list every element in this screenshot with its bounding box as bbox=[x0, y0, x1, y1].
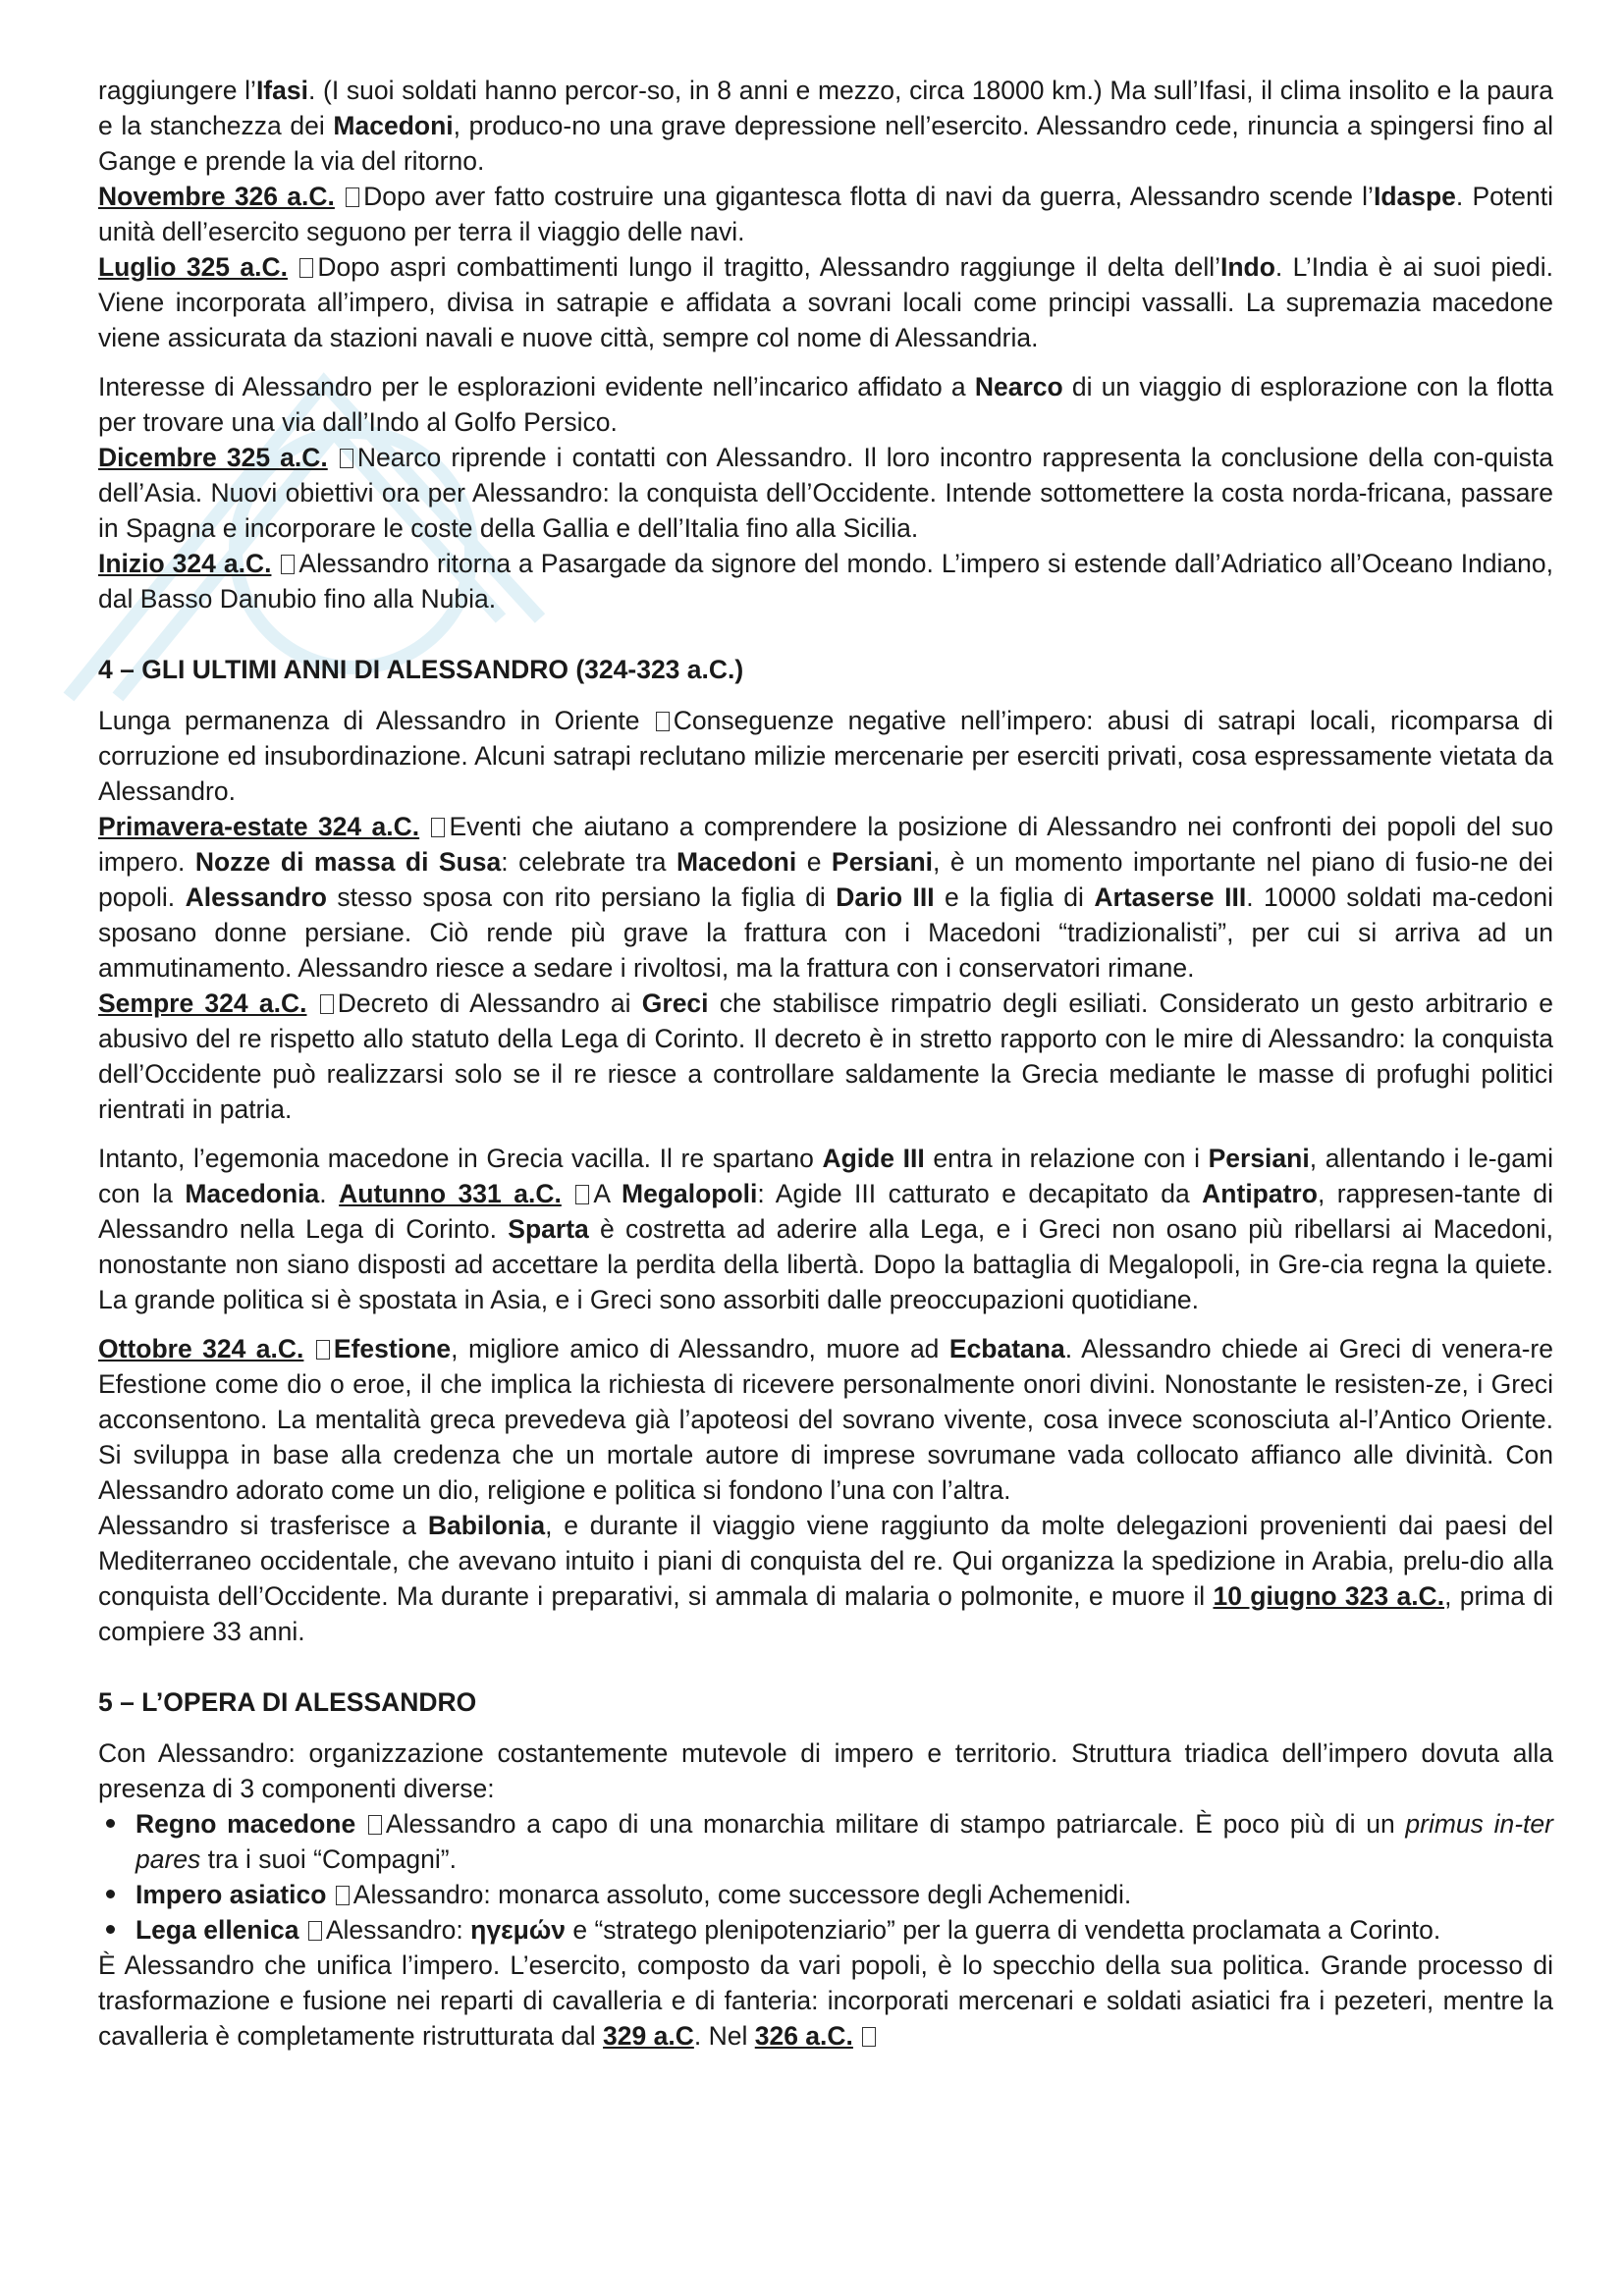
paragraph-dicembre-325: Dicembre 325 a.C. Nearco riprende i contatti con Alessandro. Il loro incontro rappresenta la conclusione della con-quista dell’Asia. Nuovi obiettivi ora per Alessandro: la conquista dell’Occidente. Intende sottomettere la costa norda-fricana, passare in Spagna e incorporare le coste della Gallia e dell’Italia fino alla Sicilia. bbox=[98, 443, 1553, 543]
paragraph-nearco: Interesse di Alessandro per le esplorazioni evidente nell’incarico affidato a Nearco di un viaggio di esplorazione con la flotta per trovare una via dall’Indo al Golfo Persico. bbox=[98, 372, 1553, 437]
paragraph-egemonia: Intanto, l’egemonia macedone in Grecia vacilla. Il re spartano Agide III entra in relazione con i Persiani, allentando i le-gami con la Macedonia. Autunno 331 a.C. A Megalopoli: Agide III catturato e decapitato da Antipatro, rappresen-tante di Alessandro nella Lega di Corinto. Sparta è costretta ad aderire alla Lega, e i Greci non osano più ribellarsi ai Macedoni, nonostante non siano disposti ad accettare la perdita della libertà. Dopo la battaglia di Megalopoli, in Gre-cia regna la quiete. La grande politica si è spostata in Asia, e i Greci sono assorbiti dalle preoccupazioni quotidiane. bbox=[98, 1144, 1554, 1314]
date-label: 329 a.C bbox=[603, 2021, 694, 2051]
arrow-icon bbox=[575, 1185, 589, 1204]
list-item: Impero asiatico Alessandro: monarca assoluto, come successore degli Achemenidi. bbox=[135, 1877, 1553, 1912]
date-label: Sempre 324 a.C. bbox=[98, 988, 307, 1018]
bullet-list bbox=[98, 1806, 1553, 1948]
arrow-icon bbox=[368, 1815, 382, 1835]
arrow-icon bbox=[320, 994, 334, 1014]
paragraph-organizzazione: Con Alessandro: organizzazione costantemente mutevole di impero e territorio. Struttura triadica dell’impero dovuta alla presenza di 3 componenti diverse: bbox=[98, 1738, 1553, 1803]
list-item: Lega ellenica Alessandro: ηγεμών e “stratego plenipotenziario” per la guerra di vendetta proclamata a Corinto. bbox=[135, 1912, 1553, 1948]
arrow-icon bbox=[431, 818, 445, 837]
paragraph-luglio-325: Luglio 325 a.C. Dopo aspri combattimenti lungo il tragitto, Alessandro raggiunge il delta dell’Indo. L’India è ai suoi piedi. Viene incorporata all’impero, divisa in satrapie e affidata a sovrani locali come principi vassalli. La supremazia macedone viene assicurata da stazioni navali e nuove città, sempre col nome di Alessandria. bbox=[98, 252, 1553, 352]
date-label: Novembre 326 a.C. bbox=[98, 182, 335, 211]
section-heading-5: 5 – L’OPERA DI ALESSANDRO bbox=[98, 1687, 477, 1717]
paragraph-babilonia: Alessandro si trasferisce a Babilonia, e durante il viaggio viene raggiunto da molte delegazioni provenienti dai paesi del Mediterraneo occidentale, che avevano intuito i piani di conquista del re. Qui organizza la spedizione in Arabia, prelu-dio alla conquista dell’Occidente. Ma durante i preparativi, si ammala di malaria o polmonite, e muore il 10 giugno 323 a.C., prima di compiere 33 anni. bbox=[98, 1511, 1553, 1646]
date-label: Primavera-estate 324 a.C. bbox=[98, 812, 420, 841]
document-page bbox=[98, 73, 1553, 2054]
arrow-icon bbox=[299, 258, 313, 278]
date-label: 326 a.C. bbox=[754, 2021, 853, 2051]
paragraph-ottobre-324: Ottobre 324 a.C. Efestione, migliore amico di Alessandro, muore ad Ecbatana. Alessandro chiede ai Greci di venera-re Efestione come dio o eroe, il che implica la richiesta di ricevere personalmente onori divini. Nonostante le resisten-ze, i Greci acconsentono. La mentalità greca prevedeva già l’apoteosi del sovrano vivente, cosa invece sconosciuta al-l’Antico Oriente. Si sviluppa in base alla credenza che un mortale autore di imprese sovrumane vada collocato affianco alle divinità. Con Alessandro adorato come un dio, religione e politica si fondono l’una con l’altra. bbox=[98, 1334, 1553, 1505]
date-label: 10 giugno 323 a.C. bbox=[1213, 1581, 1445, 1611]
paragraph-permanenza: Lunga permanenza di Alessandro in Oriente Conseguenze negative nell’impero: abusi di satrapi locali, ricomparsa di corruzione ed insubordinazione. Alcuni satrapi reclutano milizie mercenarie per eserciti privati, cosa espressamente vietata da Alessandro. bbox=[98, 706, 1553, 806]
section-heading-4: 4 – GLI ULTIMI ANNI DI ALESSANDRO (324-323 a.C.) bbox=[98, 655, 744, 684]
arrow-icon bbox=[308, 1921, 322, 1941]
paragraph-ifasi: raggiungere l’Ifasi. (I suoi soldati hanno percor-so, in 8 anni e mezzo, circa 18000 km.) Ma sull’Ifasi, il clima insolito e la paura e la stanchezza dei Macedoni, produco-no una grave depressione nell’esercito. Alessandro cede, rinuncia a spingersi fino al Gange e prende la via del ritorno. bbox=[98, 76, 1553, 176]
list-item: Regno macedone Alessandro a capo di una monarchia militare di stampo patriarcale. È poco più di un primus in-ter pares tra i suoi “Compagni”. bbox=[135, 1806, 1553, 1877]
arrow-icon bbox=[862, 2027, 876, 2047]
arrow-icon bbox=[340, 449, 353, 468]
arrow-icon bbox=[281, 555, 295, 574]
paragraph-inizio-324: Inizio 324 a.C. Alessandro ritorna a Pasargade da signore del mondo. L’impero si estende dall’Adriatico all’Oceano Indiano, dal Basso Danubio fino alla Nubia. bbox=[98, 549, 1553, 614]
paragraph-novembre-326: Novembre 326 a.C. Dopo aver fatto costruire una gigantesca flotta di navi da guerra, Alessandro scende l’Idaspe. Potenti unità dell’esercito seguono per terra il viaggio delle navi. bbox=[98, 182, 1553, 246]
arrow-icon bbox=[316, 1340, 330, 1360]
paragraph-sempre-324: Sempre 324 a.C. Decreto di Alessandro ai Greci che stabilisce rimpatrio degli esiliati. Considerato un gesto arbitrario e abusivo del re rispetto allo statuto della Lega di Corinto. Il decreto è in stretto rapporto con le mire di Alessandro: la conquista dell’Occidente può realizzarsi solo se il re riesce a controllare saldamente la Grecia mediante le masse di profughi politici rientrati in patria. bbox=[98, 988, 1554, 1124]
date-label: Inizio 324 a.C. bbox=[98, 549, 272, 578]
arrow-icon bbox=[336, 1886, 350, 1905]
paragraph-primavera-324: Primavera-estate 324 a.C. Eventi che aiutano a comprendere la posizione di Alessandro nei confronti dei popoli del suo impero. Nozze di massa di Susa: celebrate tra Macedoni e Persiani, è un momento importante nel piano di fusio-ne dei popoli. Alessandro stesso sposa con rito persiano la figlia di Dario III e la figlia di Artaserse III. 10000 soldati ma-cedoni sposano donne persiane. Ciò rende più grave la frattura con i Macedoni “tradizionalisti”, per cui si arriva ad un ammutinamento. Alessandro riesce a sedare i rivoltosi, ma la frattura con i conservatori rimane. bbox=[98, 812, 1554, 983]
date-label: Dicembre 325 a.C. bbox=[98, 443, 328, 472]
arrow-icon bbox=[346, 187, 359, 207]
date-label: Autunno 331 a.C. bbox=[339, 1179, 562, 1208]
date-label: Ottobre 324 a.C. bbox=[98, 1334, 304, 1363]
paragraph-esercito: È Alessandro che unifica l’impero. L’esercito, composto da vari popoli, è lo specchio della sua politica. Grande processo di trasformazione e fusione nei reparti di cavalleria e di fanteria: incorporati mercenari e soldati asiatici fra i pezeteri, mentre la cavalleria è completamente ristrutturata dal 329 a.C. Nel 326 a.C. bbox=[98, 1950, 1553, 2051]
arrow-icon bbox=[656, 712, 670, 731]
date-label: Luglio 325 a.C. bbox=[98, 252, 288, 282]
